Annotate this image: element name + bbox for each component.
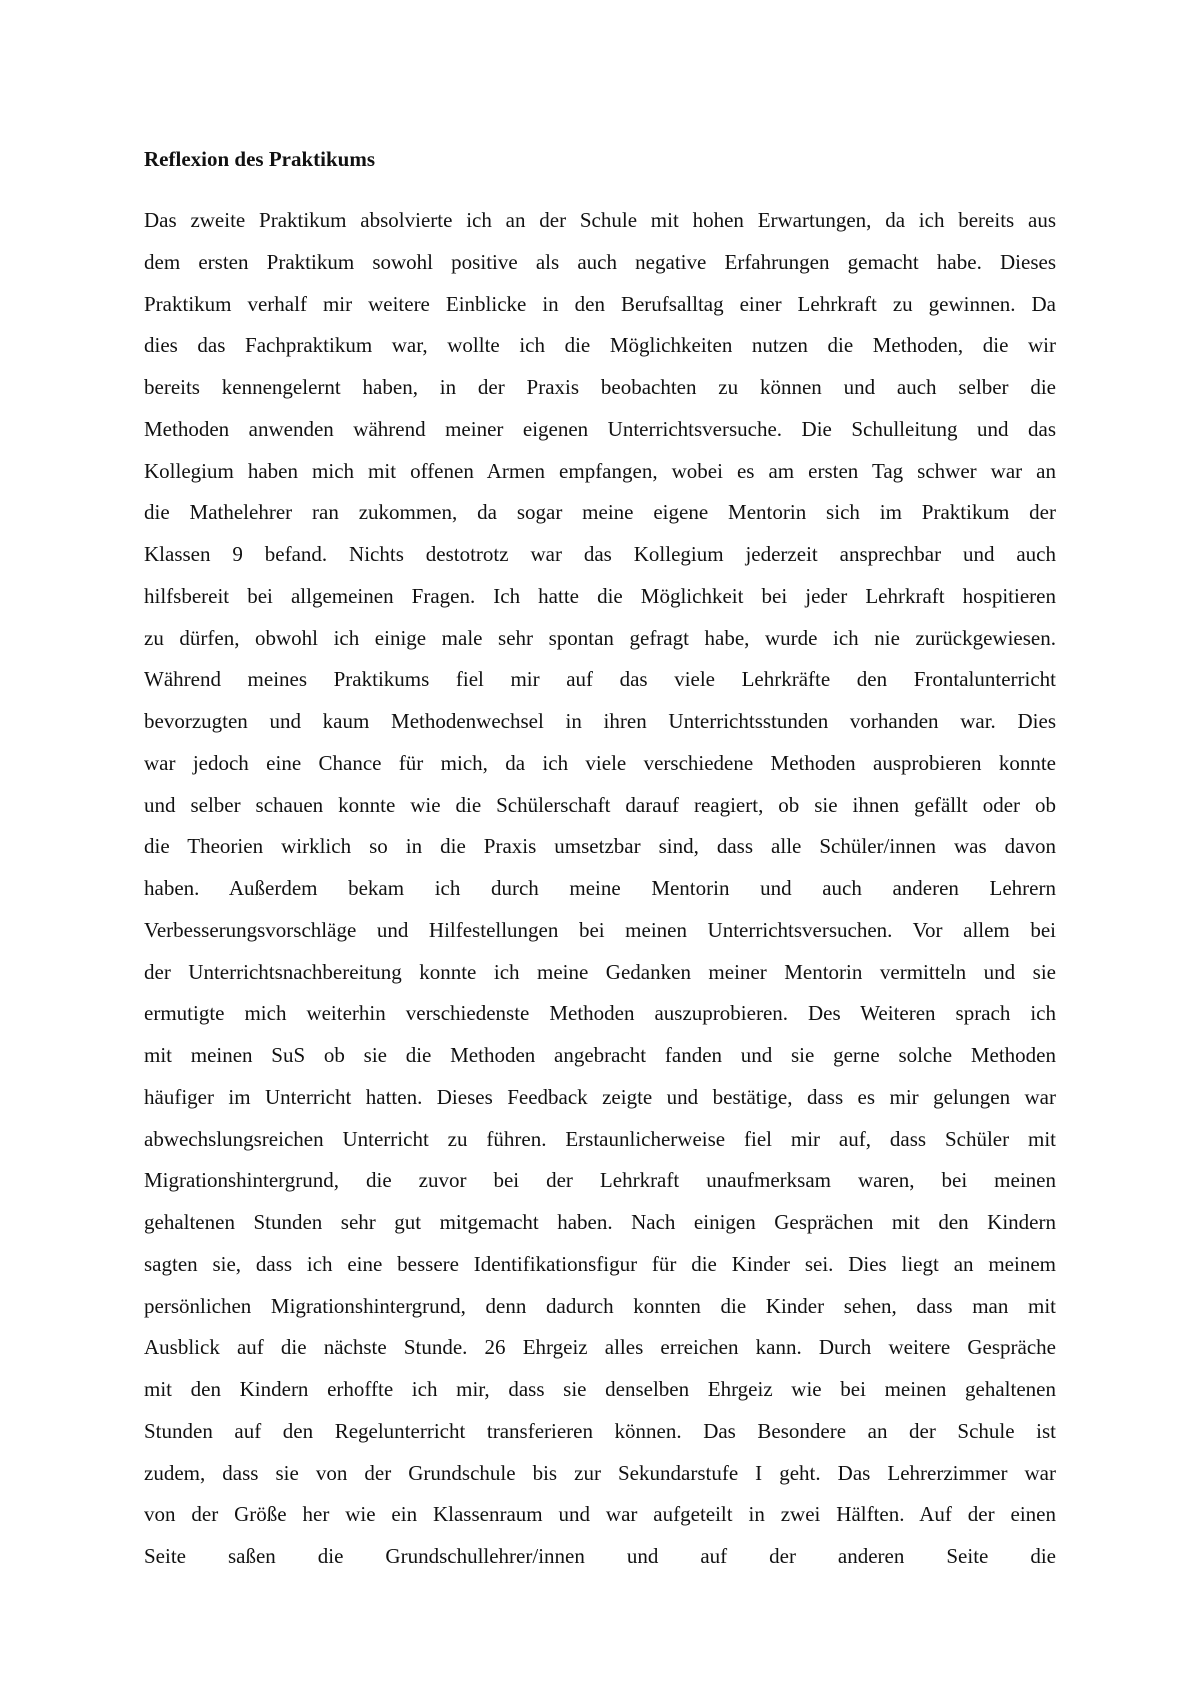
text-line: bevorzugten und kaum Methodenwechsel in ihren Unterrichtsstunden vorhanden war. Dies xyxy=(144,709,1056,733)
text-line: Praktikum verhalf mir weitere Einblicke in den Berufsalltag einer Lehrkraft zu gewinnen. Da xyxy=(144,291,1056,316)
text-line: dies das Fachpraktikum war, wollte ich die Möglichkeiten nutzen die Methoden, die wir xyxy=(144,333,1056,358)
text-line: die Mathelehrer ran zukommen, da sogar meine eigene Mentorin sich im Praktikum der xyxy=(144,500,1056,525)
text-line: mit den Kindern erhoffte ich mir, dass sie denselben Ehrgeiz wie bei meinen gehaltenen xyxy=(144,1377,1056,1401)
text-line: abwechslungsreichen Unterricht zu führen. Erstaunlicherweise fiel mir auf, dass Schüler mit xyxy=(144,1126,1056,1151)
text-line: Seite saßen die Grundschullehrer/innen und auf der anderen Seite die xyxy=(144,1544,1056,1568)
text-line: die Theorien wirklich so in die Praxis umsetzbar sind, dass alle Schüler/innen was davon xyxy=(144,834,1056,859)
text-line: hilfsbereit bei allgemeinen Fragen. Ich hatte die Möglichkeit bei jeder Lehrkraft hospitieren xyxy=(144,583,1056,608)
text-line: bereits kennengelernt haben, in der Praxis beobachten zu können und auch selber die xyxy=(144,375,1056,399)
text-line: ermutigte mich weiterhin verschiedenste Methoden auszuprobieren. Des Weiteren sprach ich xyxy=(144,1001,1056,1026)
text-line: Migrationshintergrund, die zuvor bei der Lehrkraft unaufmerksam waren, bei meinen xyxy=(144,1168,1056,1193)
text-line: und selber schauen konnte wie die Schülerschaft darauf reagiert, ob sie ihnen gefällt oder ob xyxy=(144,792,1056,817)
text-line: Während meines Praktikums fiel mir auf das viele Lehrkräfte den Frontalunterricht xyxy=(144,667,1056,692)
text-line: Verbesserungsvorschläge und Hilfestellungen bei meinen Unterrichtsversuchen. Vor allem bei xyxy=(144,917,1056,942)
document-heading: Reflexion des Praktikums xyxy=(144,147,375,171)
text-line: häufiger im Unterricht hatten. Dieses Feedback zeigte und bestätige, dass es mir gelungen war xyxy=(144,1084,1056,1109)
text-line: war jedoch eine Chance für mich, da ich viele verschiedene Methoden ausprobieren konnte xyxy=(144,750,1056,775)
text-line: Ausblick auf die nächste Stunde. 26 Ehrgeiz alles erreichen kann. Durch weitere Gespräche xyxy=(144,1335,1056,1360)
text-line: zudem, dass sie von der Grundschule bis zur Sekundarstufe I geht. Das Lehrerzimmer war xyxy=(144,1460,1056,1485)
text-line: persönlichen Migrationshintergrund, denn dadurch konnten die Kinder sehen, dass man mit xyxy=(144,1293,1056,1318)
text-line: Methoden anwenden während meiner eigenen Unterrichtsversuche. Die Schulleitung und das xyxy=(144,416,1056,441)
text-line: Klassen 9 befand. Nichts destotrotz war das Kollegium jederzeit ansprechbar und auch xyxy=(144,542,1056,566)
text-line: mit meinen SuS ob sie die Methoden angebracht fanden und sie gerne solche Methoden xyxy=(144,1043,1056,1067)
text-line: gehaltenen Stunden sehr gut mitgemacht haben. Nach einigen Gesprächen mit den Kindern xyxy=(144,1210,1056,1234)
body-paragraph xyxy=(144,200,1056,1578)
text-line: dem ersten Praktikum sowohl positive als auch negative Erfahrungen gemacht habe. Dieses xyxy=(144,249,1056,274)
text-line: von der Größe her wie ein Klassenraum und war aufgeteilt in zwei Hälften. Auf der einen xyxy=(144,1502,1056,1527)
text-line: der Unterrichtsnachbereitung konnte ich meine Gedanken meiner Mentorin vermitteln und sie xyxy=(144,959,1056,984)
text-line: sagten sie, dass ich eine bessere Identifikationsfigur für die Kinder sei. Dies liegt an meinem xyxy=(144,1251,1056,1276)
text-line: Das zweite Praktikum absolvierte ich an der Schule mit hohen Erwartungen, da ich bereits aus xyxy=(144,208,1056,232)
text-line: haben. Außerdem bekam ich durch meine Mentorin und auch anderen Lehrern xyxy=(144,876,1056,900)
text-line: Kollegium haben mich mit offenen Armen empfangen, wobei es am ersten Tag schwer war an xyxy=(144,458,1056,483)
text-line: Stunden auf den Regelunterricht transferieren können. Das Besondere an der Schule ist xyxy=(144,1418,1056,1443)
text-line: zu dürfen, obwohl ich einige male sehr spontan gefragt habe, wurde ich nie zurückgewiesen. xyxy=(144,625,1056,650)
